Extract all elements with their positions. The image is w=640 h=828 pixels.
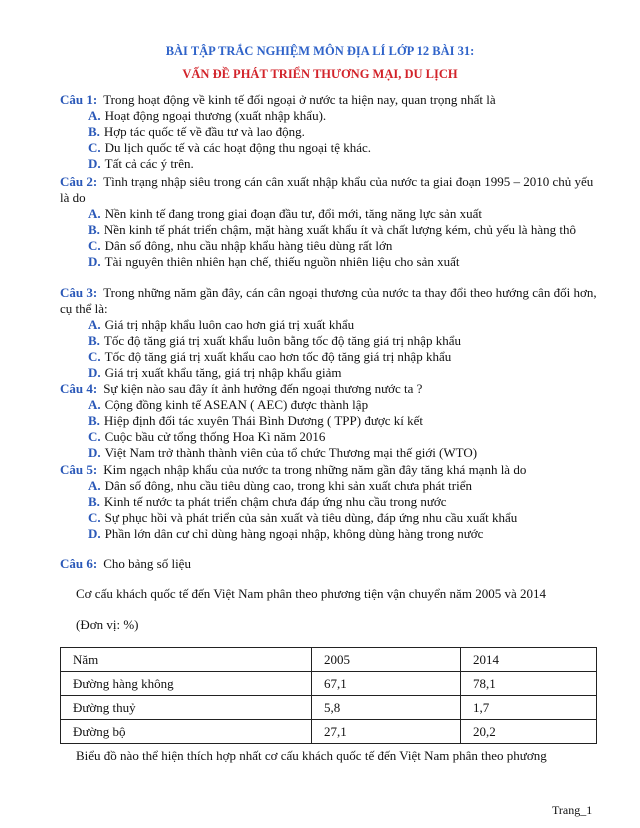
- option-b: [60, 124, 600, 140]
- option-text: Việt Nam trở thành thành viên của tổ chức Thương mại thế giới (WTO): [104, 445, 478, 460]
- option-b: [60, 494, 600, 510]
- question-stem: [60, 381, 600, 397]
- question-label: Câu 1:: [60, 92, 98, 107]
- option-b: [60, 413, 600, 429]
- table-caption: Cơ cấu khách quốc tế đến Việt Nam phân theo phương tiện vận chuyển năm 2005 và 2014: [76, 586, 546, 601]
- option-text: Sự phục hồi và phát triển của sản xuất và tiêu dùng, đáp ứng nhu cầu xuất khẩu: [104, 510, 518, 525]
- option-a: [60, 397, 600, 413]
- option-c: [60, 140, 600, 156]
- option-text: Du lịch quốc tế và các hoạt động thu ngoại tệ khác.: [104, 140, 372, 155]
- question-text: Kim ngạch nhập khẩu của nước ta trong những năm gần đây tăng khá mạnh là do: [103, 462, 527, 477]
- question-text: Trong hoạt động về kinh tế đối ngoại ở nước ta hiện nay, quan trọng nhất là: [103, 92, 496, 107]
- option-a: [60, 317, 600, 333]
- option-letter: C.: [88, 429, 101, 444]
- option-text: Nền kinh tế đang trong giai đoạn đầu tư, đổi mới, tăng năng lực sản xuất: [104, 206, 482, 221]
- table-cell: 1,7: [461, 696, 597, 720]
- option-letter: A.: [88, 206, 101, 221]
- option-letter: C.: [88, 510, 101, 525]
- data-table: [60, 647, 597, 744]
- option-letter: A.: [88, 317, 101, 332]
- table-row: [61, 672, 597, 696]
- question-3: [60, 285, 600, 381]
- option-letter: B.: [88, 124, 100, 139]
- table-header-cell: Năm: [61, 648, 312, 672]
- question-text: Cho bảng số liệu: [103, 556, 191, 571]
- question-label: Câu 6:: [60, 556, 98, 571]
- table-cell: Đường thuỷ: [61, 696, 312, 720]
- option-text: Dân số đông, nhu cầu nhập khẩu hàng tiêu dùng rất lớn: [104, 238, 393, 253]
- option-letter: C.: [88, 140, 101, 155]
- option-d: [60, 254, 600, 270]
- question-label: Câu 5:: [60, 462, 98, 477]
- option-d: [60, 365, 600, 381]
- option-d: [60, 156, 600, 172]
- option-text: Dân số đông, nhu cầu tiêu dùng cao, trong khi sản xuất chưa phát triển: [104, 478, 472, 493]
- question-stem: [60, 462, 600, 478]
- option-text: Cuộc bầu cử tổng thống Hoa Kì năm 2016: [104, 429, 326, 444]
- option-letter: D.: [88, 365, 101, 380]
- option-c: [60, 510, 600, 526]
- question-4: [60, 381, 600, 461]
- question-5: [60, 462, 600, 542]
- question-label: Câu 4:: [60, 381, 98, 396]
- question-2: [60, 174, 600, 270]
- page-number: Trang_1: [552, 803, 593, 817]
- question-1: [60, 92, 600, 172]
- option-letter: C.: [88, 349, 101, 364]
- option-letter: B.: [88, 494, 100, 509]
- option-letter: B.: [88, 413, 100, 428]
- doc-title: BÀI TẬP TRẮC NGHIỆM MÔN ĐỊA LÍ LỚP 12 BÀI 31:: [165, 44, 475, 58]
- table-cell: Đường bộ: [61, 720, 312, 744]
- table-header-row: [61, 648, 597, 672]
- option-d: [60, 445, 600, 461]
- question-6: [60, 556, 600, 572]
- option-text: Tốc độ tăng giá trị xuất khẩu luôn bằng tốc độ tăng giá trị nhập khẩu: [103, 333, 461, 348]
- table-row: [61, 720, 597, 744]
- option-letter: D.: [88, 445, 101, 460]
- option-text: Giá trị xuất khẩu tăng, giá trị nhập khẩu giảm: [104, 365, 342, 380]
- option-c: [60, 349, 600, 365]
- option-text: Giá trị nhập khẩu luôn cao hơn giá trị xuất khẩu: [104, 317, 355, 332]
- option-text: Tốc độ tăng giá trị xuất khẩu cao hơn tốc độ tăng giá trị nhập khẩu: [104, 349, 452, 364]
- option-d: [60, 526, 600, 542]
- table-cell: Đường hàng không: [61, 672, 312, 696]
- option-text: Kinh tế nước ta phát triển chậm chưa đáp ứng nhu cầu trong nước: [103, 494, 447, 509]
- option-text: Hợp tác quốc tế về đầu tư và lao động.: [103, 124, 305, 139]
- question-text: Trong những năm gần đây, cán cân ngoại thương của nước ta thay đổi theo hướng cân đối hơn, cụ thể là:: [60, 285, 597, 316]
- question-6-prompt: Biểu đồ nào thể hiện thích hợp nhất cơ cấu khách quốc tế đến Việt Nam phân theo phương: [76, 748, 547, 763]
- table-row: [61, 696, 597, 720]
- option-letter: A.: [88, 478, 101, 493]
- option-letter: D.: [88, 526, 101, 541]
- table-header-cell: 2005: [312, 648, 461, 672]
- doc-subtitle: VẤN ĐỀ PHÁT TRIỂN THƯƠNG MẠI, DU LỊCH: [182, 67, 458, 81]
- question-stem: [60, 174, 600, 206]
- option-letter: A.: [88, 397, 101, 412]
- table-cell: 67,1: [312, 672, 461, 696]
- option-text: Nền kinh tế phát triển chậm, mặt hàng xuất khẩu ít và chất lượng kém, chủ yếu là hàng thô: [103, 222, 576, 237]
- option-c: [60, 238, 600, 254]
- question-label: Câu 3:: [60, 285, 98, 300]
- option-letter: B.: [88, 333, 100, 348]
- question-stem: [60, 92, 600, 108]
- table-cell: 20,2: [461, 720, 597, 744]
- table-cell: 27,1: [312, 720, 461, 744]
- option-b: [60, 333, 600, 349]
- option-letter: D.: [88, 254, 101, 269]
- option-letter: D.: [88, 156, 101, 171]
- question-text: Sự kiện nào sau đây ít ảnh hưởng đến ngoại thương nước ta ?: [103, 381, 423, 396]
- table-unit: (Đơn vị: %): [76, 617, 139, 632]
- option-a: [60, 108, 600, 124]
- table-cell: 78,1: [461, 672, 597, 696]
- option-b: [60, 222, 600, 238]
- table-header-cell: 2014: [461, 648, 597, 672]
- option-letter: B.: [88, 222, 100, 237]
- option-text: Phần lớn dân cư chỉ dùng hàng ngoại nhập, không dùng hàng trong nước: [104, 526, 484, 541]
- option-text: Cộng đồng kinh tế ASEAN ( AEC) được thành lập: [104, 397, 369, 412]
- option-text: Hiệp định đối tác xuyên Thái Bình Dương ( TPP) được kí kết: [103, 413, 424, 428]
- question-label: Câu 2:: [60, 174, 98, 189]
- option-letter: A.: [88, 108, 101, 123]
- option-c: [60, 429, 600, 445]
- question-stem: [60, 285, 600, 317]
- question-text: Tình trạng nhập siêu trong cán cân xuất nhập khẩu của nước ta giai đoạn 1995 – 2010 chủ yếu là do: [60, 174, 594, 205]
- option-a: [60, 478, 600, 494]
- table-cell: 5,8: [312, 696, 461, 720]
- option-text: Hoạt động ngoại thương (xuất nhập khẩu).: [104, 108, 327, 123]
- option-letter: C.: [88, 238, 101, 253]
- option-text: Tất cả các ý trên.: [104, 156, 194, 171]
- option-text: Tài nguyên thiên nhiên hạn chế, thiếu nguồn nhiên liệu cho sản xuất: [104, 254, 460, 269]
- option-a: [60, 206, 600, 222]
